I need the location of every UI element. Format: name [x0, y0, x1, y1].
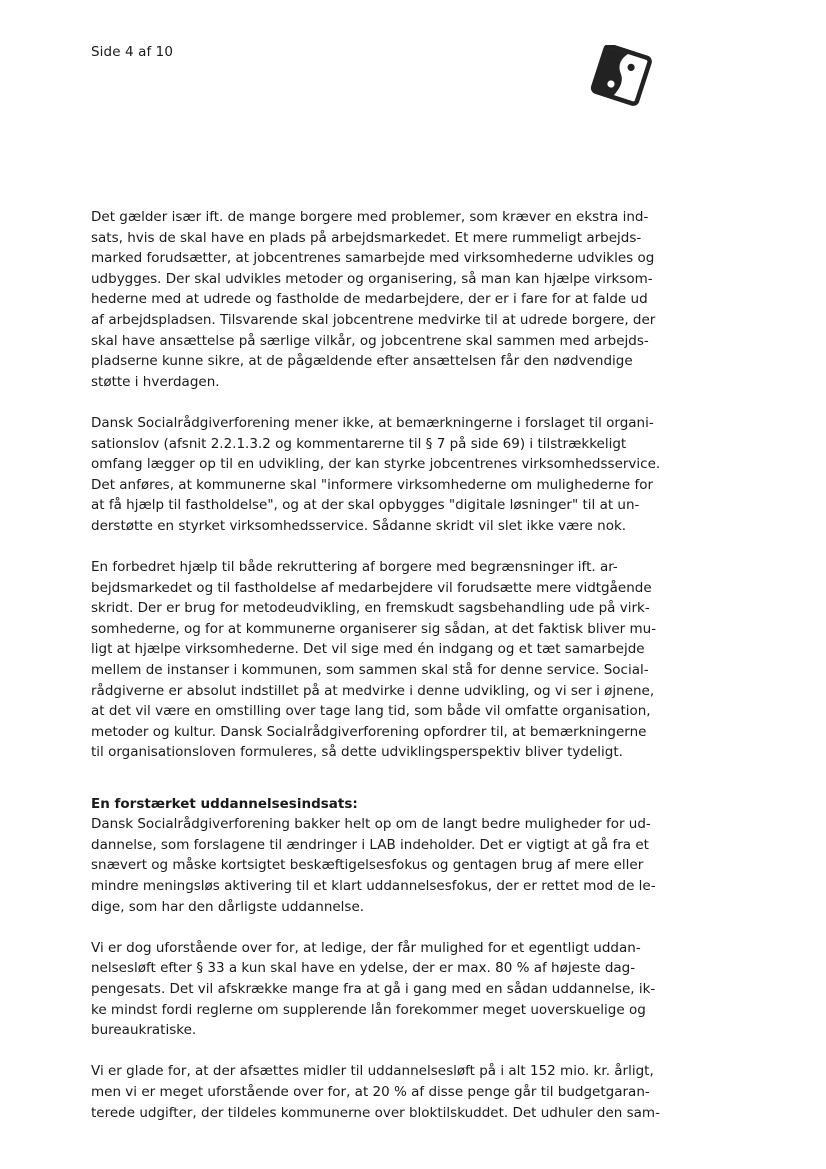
text-line: Vi er glade for, at der afsættes midler til uddannelsesløft på i alt 152 mio. kr. årligt,	[91, 1063, 654, 1080]
text-line: af arbejdspladsen. Tilsvarende skal jobcentrene medvirke til at udrede borgere, der	[91, 311, 656, 328]
text-line: bejdsmarkedet og til fastholdelse af medarbejdere vil forudsætte mere vidtgående	[91, 579, 652, 596]
text-line: skridt. Der er brug for metodeudvikling, en fremskudt sagsbehandling ude på virk-	[91, 600, 650, 617]
paragraph-2	[91, 413, 693, 537]
text-line: omfang lægger op til en udvikling, der kan styrke jobcentrenes virksomhedsservice.	[91, 456, 661, 473]
text-line: men vi er meget uforstående over for, at 20 % af disse penge går til budgetgaran-	[91, 1083, 650, 1100]
text-line: derstøtte en styrket virksomhedsservice. Sådanne skridt vil slet ikke være nok.	[91, 517, 627, 534]
text-line: dige, som har den dårligste uddannelse.	[91, 898, 365, 915]
text-line: at det vil være en omstilling over tage lang tid, som både vil omfatte organisation,	[91, 703, 651, 720]
text-line: somhederne, og for at kommunerne organiserer sig sådan, at det faktisk bliver mu-	[91, 620, 657, 637]
text-line: ligt at hjælpe virksomhederne. Det vil sige med én indgang og et tæt samarbejde	[91, 641, 645, 658]
text-line: En forbedret hjælp til både rekruttering af borgere med begrænsninger ift. ar-	[91, 559, 618, 576]
paragraph-5	[91, 938, 693, 1041]
text-line: hederne med at udrede og fastholde de medarbejdere, der er i fare for at falde ud	[91, 291, 648, 308]
text-line: snævert og måske kortsigtet beskæftigelsesfokus og gentagen brug af mere eller	[91, 857, 644, 874]
text-line: pengesats. Det vil afskrække mange fra at gå i gang med en sådan uddannelse, ik-	[91, 980, 656, 997]
organization-logo-icon	[590, 45, 654, 107]
text-line: mindre meningsløs aktivering til et klart uddannelsesfokus, der er rettet mod de le-	[91, 878, 656, 894]
text-line: terede udgifter, der tildeles kommunerne over bloktilskuddet. Det udhuler den sam-	[91, 1104, 660, 1121]
paragraph-3	[91, 557, 693, 763]
text-line: pladserne kunne sikre, at de pågældende efter ansættelsen får den nødvendige	[91, 353, 633, 370]
text-line: støtte i hverdagen.	[91, 373, 220, 390]
paragraph-1	[91, 207, 693, 392]
text-line: nelsesløft efter § 33 a kun skal have en ydelse, der er max. 80 % af højeste dag-	[91, 960, 636, 977]
text-line: ke mindst fordi reglerne om supplerende lån forekommer meget uoverskuelige og	[91, 1001, 646, 1018]
text-line: til organisationsloven formuleres, så dette udviklingsperspektiv bliver tydeligt.	[91, 744, 623, 761]
document-body	[91, 207, 693, 1144]
text-line: at få hjælp til fastholdelse", og at der skal opbygges "digitale løsninger" til at un-	[91, 497, 640, 514]
text-line: Dansk Socialrådgiverforening mener ikke, at bemærkningerne i forslaget til organi-	[91, 414, 654, 431]
text-line: bureaukratiske.	[91, 1022, 197, 1039]
text-line: udbygges. Der skal udvikles metoder og organisering, så man kan hjælpe virksom-	[91, 270, 653, 287]
text-line: skal have ansættelse på særlige vilkår, og jobcentrene skal sammen med arbejds-	[91, 332, 649, 349]
text-line: sationslov (afsnit 2.2.1.3.2 og kommentarerne til § 7 på side 69) i tilstrækkeligt	[91, 435, 627, 452]
paragraph-6	[91, 1061, 693, 1123]
text-line: marked forudsætter, at jobcentrenes samarbejde med virksomhederne udvikles og	[91, 250, 655, 267]
text-line: metoder og kultur. Dansk Socialrådgiverforening opfordrer til, at bemærkningerne	[91, 723, 647, 740]
text-line: Vi er dog uforstående over for, at ledige, der får mulighed for et egentligt uddan-	[91, 939, 641, 956]
text-line: rådgiverne er absolut indstillet på at medvirke i denne udvikling, og vi ser i øjnene,	[91, 682, 655, 699]
text-line: Det gælder især ift. de mange borgere med problemer, som kræver en ekstra ind-	[91, 209, 649, 225]
page-number: Side 4 af 10	[91, 44, 174, 60]
paragraph-4	[91, 794, 693, 918]
section-heading: En forstærket uddannelsesindsats:	[91, 795, 358, 812]
text-line: dannelse, som forslagene til ændringer i LAB indeholder. Det er vigtigt at gå fra et	[91, 836, 649, 853]
text-line: sats, hvis de skal have en plads på arbejdsmarkedet. Et mere rummeligt arbejds-	[91, 229, 642, 246]
text-line: mellem de instanser i kommunen, som sammen skal stå for denne service. Social-	[91, 662, 649, 679]
text-line: Dansk Socialrådgiverforening bakker helt op om de langt bedre muligheder for ud-	[91, 816, 651, 833]
text-line: Det anføres, at kommunerne skal "informere virksomhederne om mulighederne for	[91, 476, 654, 493]
